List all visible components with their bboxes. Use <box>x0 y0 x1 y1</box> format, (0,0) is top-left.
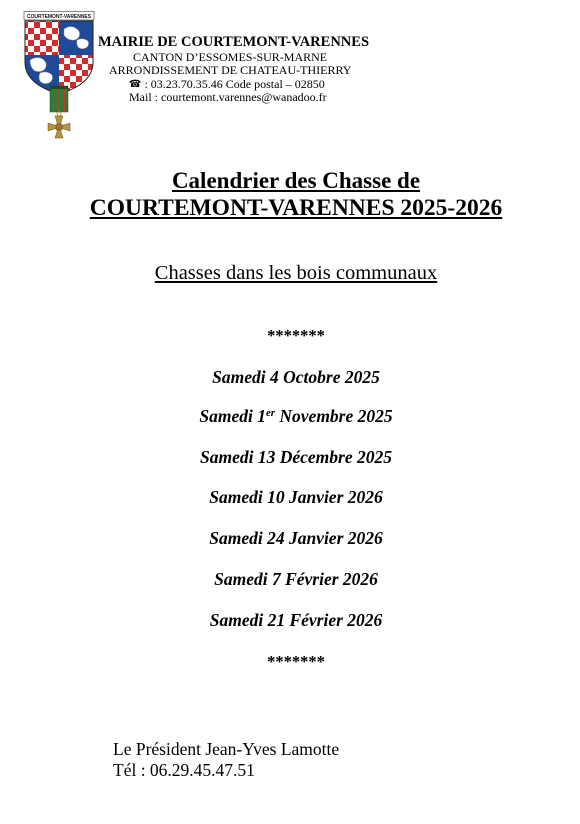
page-title-line-2: COURTEMONT-VARENNES 2025-2026 <box>89 194 503 221</box>
mairie-title: MAIRIE DE COURTEMONT-VARENNES <box>98 34 370 50</box>
shield <box>25 21 93 95</box>
coat-of-arms-graphic <box>22 10 96 142</box>
hunt-date: Samedi 4 Octobre 2025 <box>212 366 380 387</box>
separator-bottom: ******* <box>267 652 325 671</box>
hunt-date-prefix: Samedi 1 <box>199 405 266 426</box>
croix-de-guerre-medal-icon <box>48 86 70 138</box>
coat-of-arms-icon <box>22 10 96 142</box>
page-title-line-1: Calendrier des Chasse de <box>171 168 421 193</box>
hunt-date: Samedi 13 Décembre 2025 <box>200 446 392 467</box>
crest-banner <box>24 12 94 21</box>
phone-postal-text: : 03.23.70.35.46 Code postal – 02850 <box>144 77 325 91</box>
mail-line: Mail : courtemont.varennes@wanadoo.fr <box>129 90 327 104</box>
separator-top: ******* <box>267 326 325 345</box>
president-phone: Tél : 06.29.45.47.51 <box>113 759 255 780</box>
hunt-date-ordinal: er <box>265 406 276 419</box>
subtitle: Chasses dans les bois communaux <box>154 261 438 284</box>
canton-line: CANTON D’ESSOMES-SUR-MARNE <box>133 50 328 64</box>
hunt-date: Samedi 10 Janvier 2026 <box>209 486 383 507</box>
president-signature: Le Président Jean-Yves Lamotte <box>113 738 340 759</box>
hunt-date: Samedi 24 Janvier 2026 <box>209 527 383 548</box>
telephone-icon: ☎ <box>129 79 142 90</box>
hunt-date <box>12 406 580 426</box>
shield-quarter-checky <box>25 21 59 55</box>
arrondissement-line: ARRONDISSEMENT DE CHATEAU-THIERRY <box>109 63 352 77</box>
hunt-date: Samedi 7 Février 2026 <box>214 568 378 589</box>
crest-label: COURTEMONT-VARENNES <box>27 14 92 21</box>
crest-figure <box>77 39 89 49</box>
hunt-date: Samedi 21 Février 2026 <box>209 609 383 630</box>
hunt-date-suffix: Novembre 2025 <box>275 405 393 426</box>
crest-figure <box>39 72 53 84</box>
